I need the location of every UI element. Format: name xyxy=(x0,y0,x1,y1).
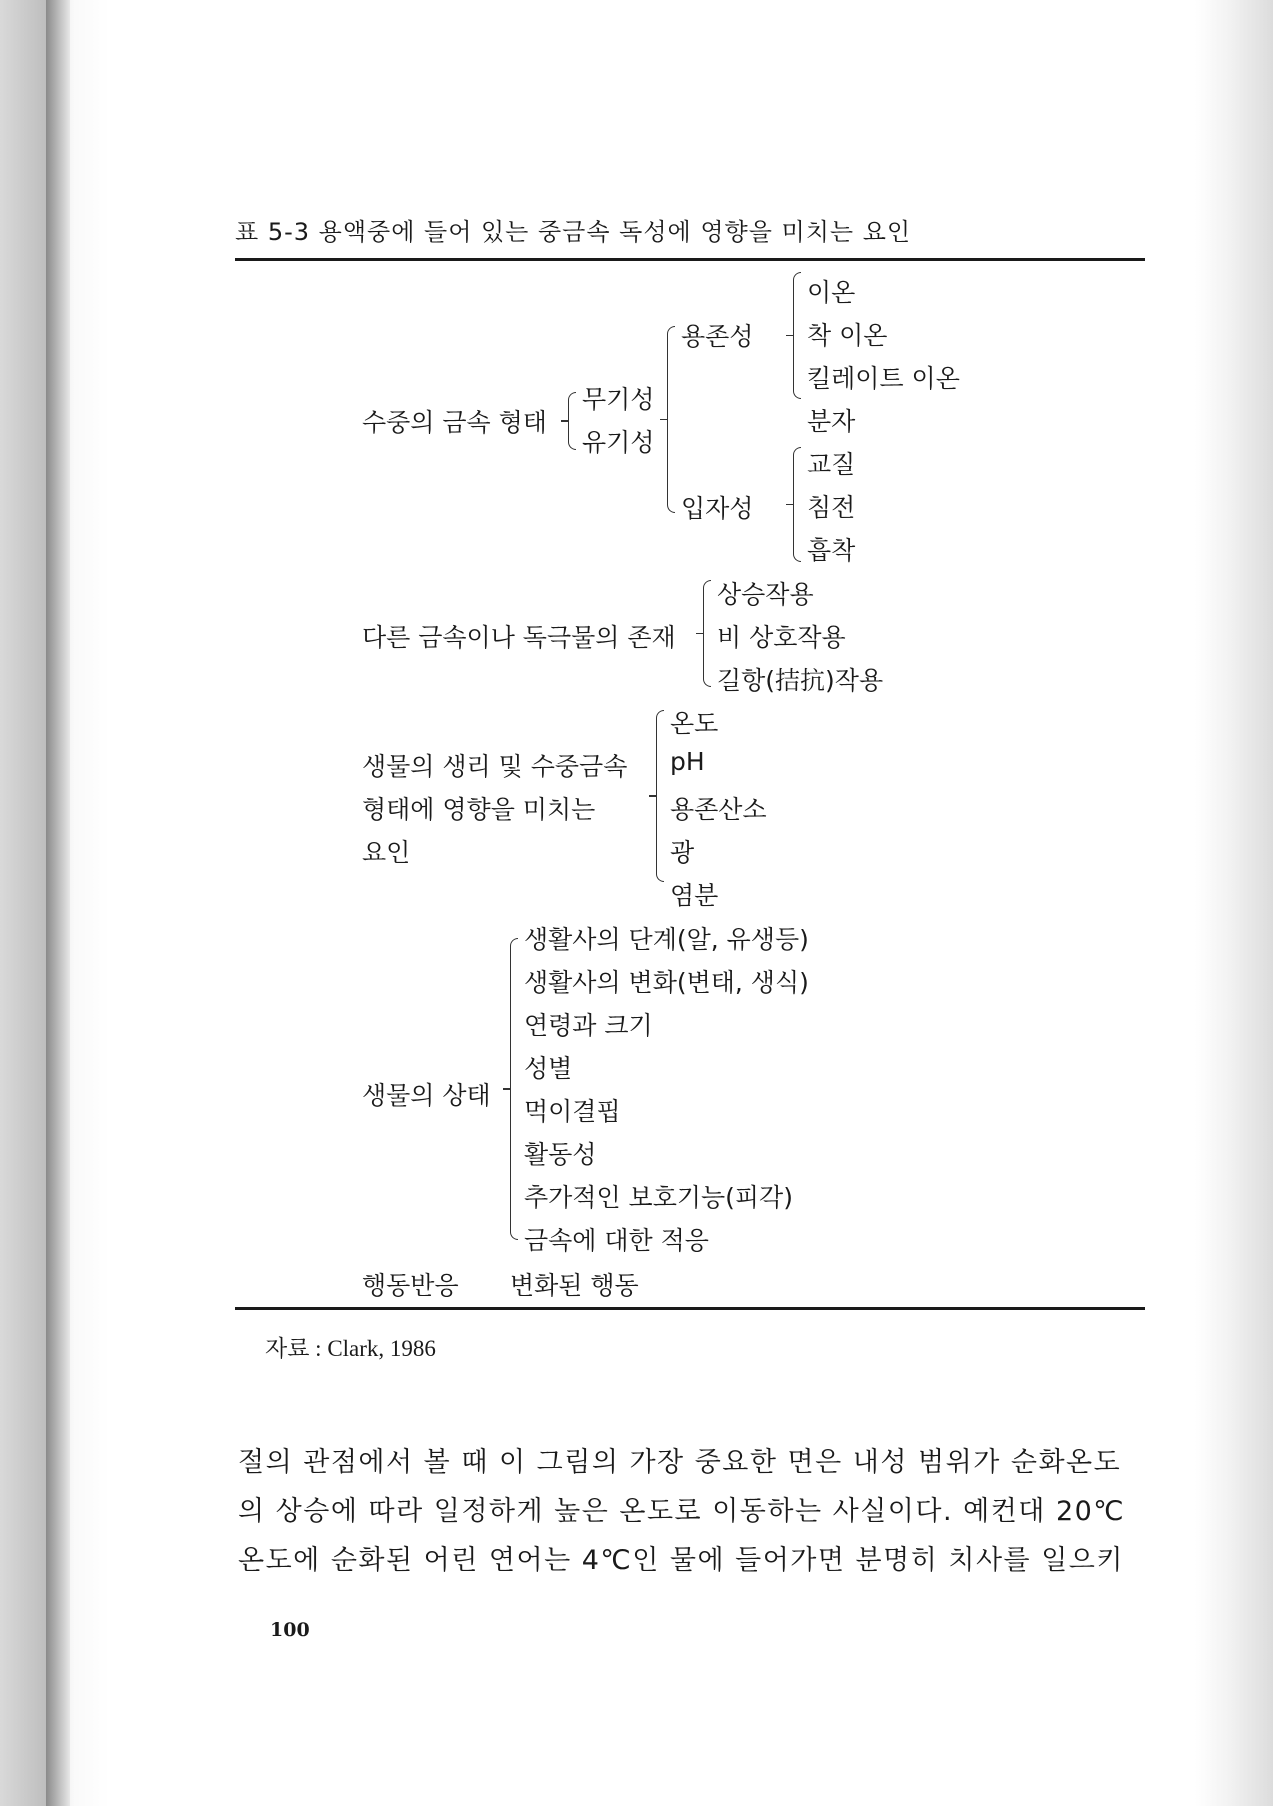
body-text-line: 절의 관점에서 볼 때 이 그림의 가장 중요한 면은 내성 범위가 순화온도 xyxy=(238,1447,1122,1478)
other-metals-item: 상승작용 xyxy=(717,580,814,609)
particulate-item: 교질 xyxy=(807,450,856,479)
particulate-brace xyxy=(793,447,801,562)
behavior-root: 행동반응 xyxy=(362,1271,459,1300)
book-spine-edge xyxy=(46,0,70,1806)
organism-item: 먹이결핍 xyxy=(524,1097,621,1126)
body-text-line: 온도에 순화된 어린 연어는 4℃인 물에 들어가면 분명히 치사를 일으키 xyxy=(238,1545,1124,1576)
physiology-brace xyxy=(656,710,664,882)
table-caption: 표 5-3 용액중에 들어 있는 중금속 독성에 영향을 미치는 요인 xyxy=(235,218,912,246)
organism-brace xyxy=(510,938,518,1240)
page xyxy=(70,0,1230,1806)
particulate-item: 침전 xyxy=(807,493,856,522)
physiology-item: pH xyxy=(670,747,705,776)
organism-item: 추가적인 보호기능(피각) xyxy=(524,1183,793,1212)
table-bottom-rule xyxy=(235,1307,1145,1310)
forms-brace xyxy=(568,392,576,450)
forms-dissolved: 용존성 xyxy=(681,322,754,351)
state-brace xyxy=(667,326,675,513)
dissolved-item: 착 이온 xyxy=(807,321,888,350)
particulate-item: 흡착 xyxy=(807,536,856,565)
organism-item: 금속에 대한 적응 xyxy=(524,1226,709,1255)
dissolved-item: 킬레이트 이온 xyxy=(807,364,960,393)
physiology-root-line: 형태에 영향을 미치는 xyxy=(362,795,596,824)
page-number: 100 xyxy=(270,1619,310,1641)
physiology-item: 온도 xyxy=(670,709,719,738)
physiology-item: 염분 xyxy=(670,881,719,910)
organism-root: 생물의 상태 xyxy=(362,1081,491,1110)
organism-item: 활동성 xyxy=(524,1140,597,1169)
physiology-item: 용존산소 xyxy=(670,795,767,824)
forms-inorganic: 무기성 xyxy=(582,385,655,414)
dissolved-item: 분자 xyxy=(807,407,856,436)
forms-root: 수중의 금속 형태 xyxy=(362,408,547,437)
other-metals-brace xyxy=(703,580,711,687)
dissolved-brace xyxy=(793,272,801,399)
physiology-item: 광 xyxy=(670,838,695,867)
organism-item: 연령과 크기 xyxy=(524,1011,653,1040)
physiology-root-line: 요인 xyxy=(362,838,411,867)
physiology-root-line: 생물의 생리 및 수중금속 xyxy=(362,752,628,781)
body-text-line: 의 상승에 따라 일정하게 높은 온도로 이동하는 사실이다. 예컨대 20℃ xyxy=(238,1496,1126,1527)
behavior-item: 변화된 행동 xyxy=(510,1271,639,1300)
organism-item: 성별 xyxy=(524,1054,573,1083)
dissolved-item: 이온 xyxy=(807,278,856,307)
other-metals-item: 비 상호작용 xyxy=(717,623,846,652)
forms-organic: 유기성 xyxy=(582,428,655,457)
table-source: 자료 : Clark, 1986 xyxy=(265,1336,436,1361)
organism-item: 생활사의 변화(변태, 생식) xyxy=(524,968,809,997)
organism-item: 생활사의 단계(알, 유생등) xyxy=(524,925,809,954)
forms-particulate: 입자성 xyxy=(681,494,754,523)
other-metals-root: 다른 금속이나 독극물의 존재 xyxy=(362,623,676,652)
other-metals-item: 길항(拮抗)작용 xyxy=(717,666,884,695)
table-top-rule xyxy=(235,258,1145,261)
